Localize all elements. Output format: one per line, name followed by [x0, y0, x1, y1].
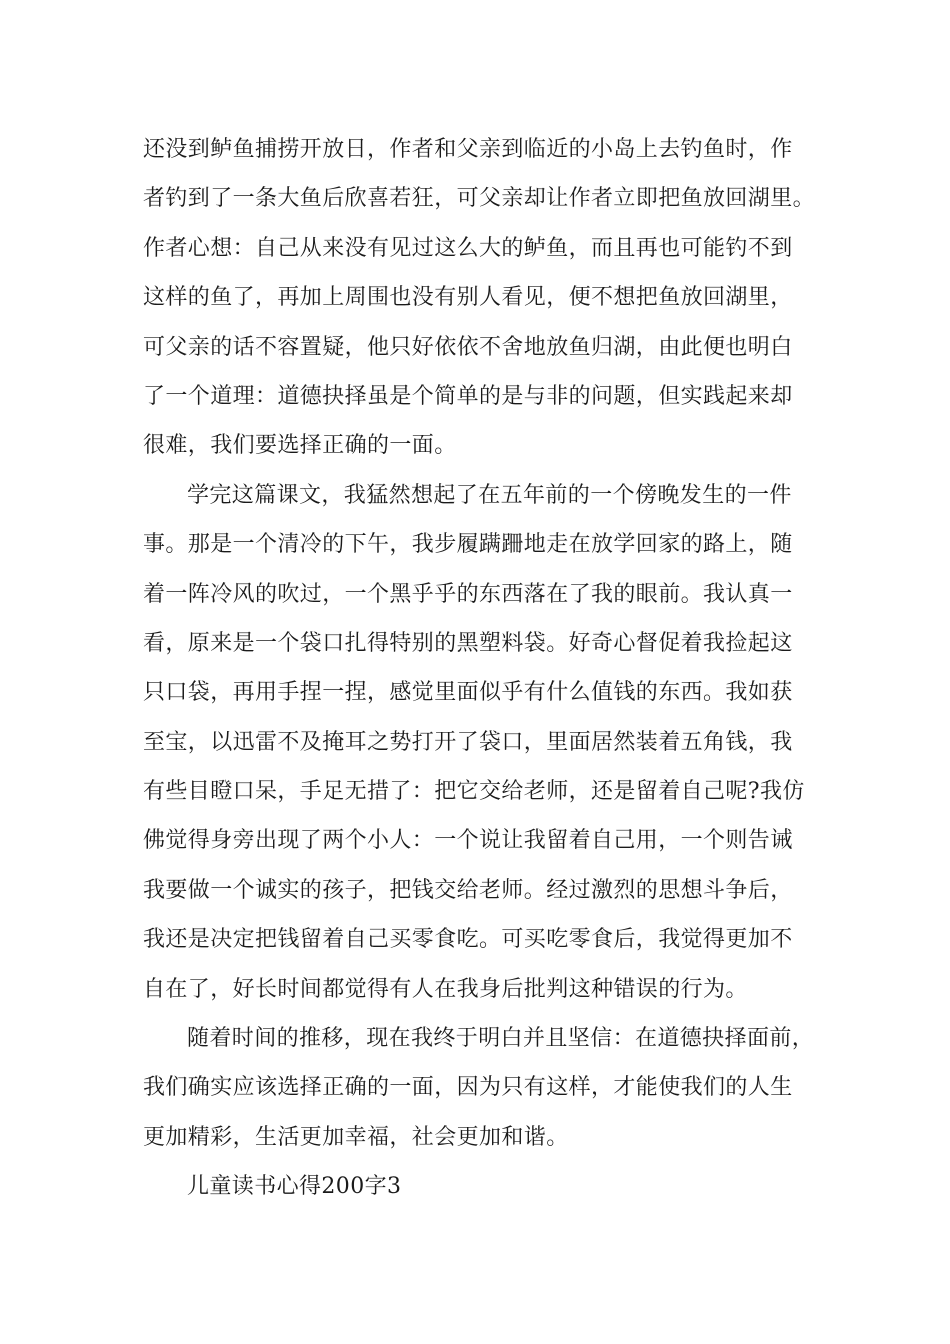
paragraph-1	[143, 125, 823, 471]
text-line: 只口袋，再用手捏一捏，感觉里面似乎有什么值钱的东西。我如获	[143, 680, 793, 706]
text-line: 学完这篇课文，我猛然想起了在五年前的一个傍晚发生的一件	[187, 482, 792, 508]
text-line: 了一个道理：道德抉择虽是个简单的是与非的问题，但实践起来却	[143, 383, 793, 409]
text-line: 看，原来是一个袋口扎得特别的黑塑料袋。好奇心督促着我捡起这	[143, 630, 793, 656]
text-line: 至宝，以迅雷不及掩耳之势打开了袋口，里面居然装着五角钱，我	[143, 729, 793, 755]
text-line: 可父亲的话不容置疑，他只好依依不舍地放鱼归湖，由此便也明白	[143, 334, 793, 360]
text-line: 我要做一个诚实的孩子，把钱交给老师。经过激烈的思想斗争后，	[143, 877, 793, 903]
text-line: 有些目瞪口呆，手足无措了：把它交给老师，还是留着自己呢?我仿	[143, 779, 805, 805]
text-line: 我们确实应该选择正确的一面，因为只有这样，才能使我们的人生	[143, 1075, 793, 1101]
text-line: 者钓到了一条大鱼后欣喜若狂，可父亲却让作者立即把鱼放回湖里。	[143, 186, 816, 212]
text-line: 作者心想：自己从来没有见过这么大的鲈鱼，而且再也可能钓不到	[143, 235, 793, 261]
text-line: 这样的鱼了，再加上周围也没有别人看见，便不想把鱼放回湖里，	[143, 285, 793, 311]
paragraph-3	[143, 1014, 823, 1162]
text-line: 自在了，好长时间都觉得有人在我身后批判这种错误的行为。	[143, 976, 748, 1002]
text-line: 事。那是一个清冷的下午，我步履蹒跚地走在放学回家的路上，随	[143, 532, 793, 558]
text-line: 儿童读书心得200字3	[187, 1174, 402, 1200]
document-body	[143, 125, 823, 1212]
paragraph-2	[143, 471, 823, 1014]
text-line: 随着时间的推移，现在我终于明白并且坚信：在道德抉择面前，	[187, 1026, 815, 1052]
text-line: 还没到鲈鱼捕捞开放日，作者和父亲到临近的小岛上去钓鱼时，作	[143, 137, 793, 162]
text-line: 佛觉得身旁出现了两个小人：一个说让我留着自己用，一个则告诫	[143, 828, 793, 854]
text-line: 着一阵冷风的吹过，一个黑乎乎的东西落在了我的眼前。我认真一	[143, 581, 793, 607]
text-line: 很难，我们要选择正确的一面。	[143, 433, 457, 459]
text-line: 我还是决定把钱留着自己买零食吃。可买吃零食后，我觉得更加不	[143, 927, 793, 953]
section-title	[143, 1162, 823, 1211]
text-line: 更加精彩，生活更加幸福，社会更加和谐。	[143, 1124, 569, 1150]
